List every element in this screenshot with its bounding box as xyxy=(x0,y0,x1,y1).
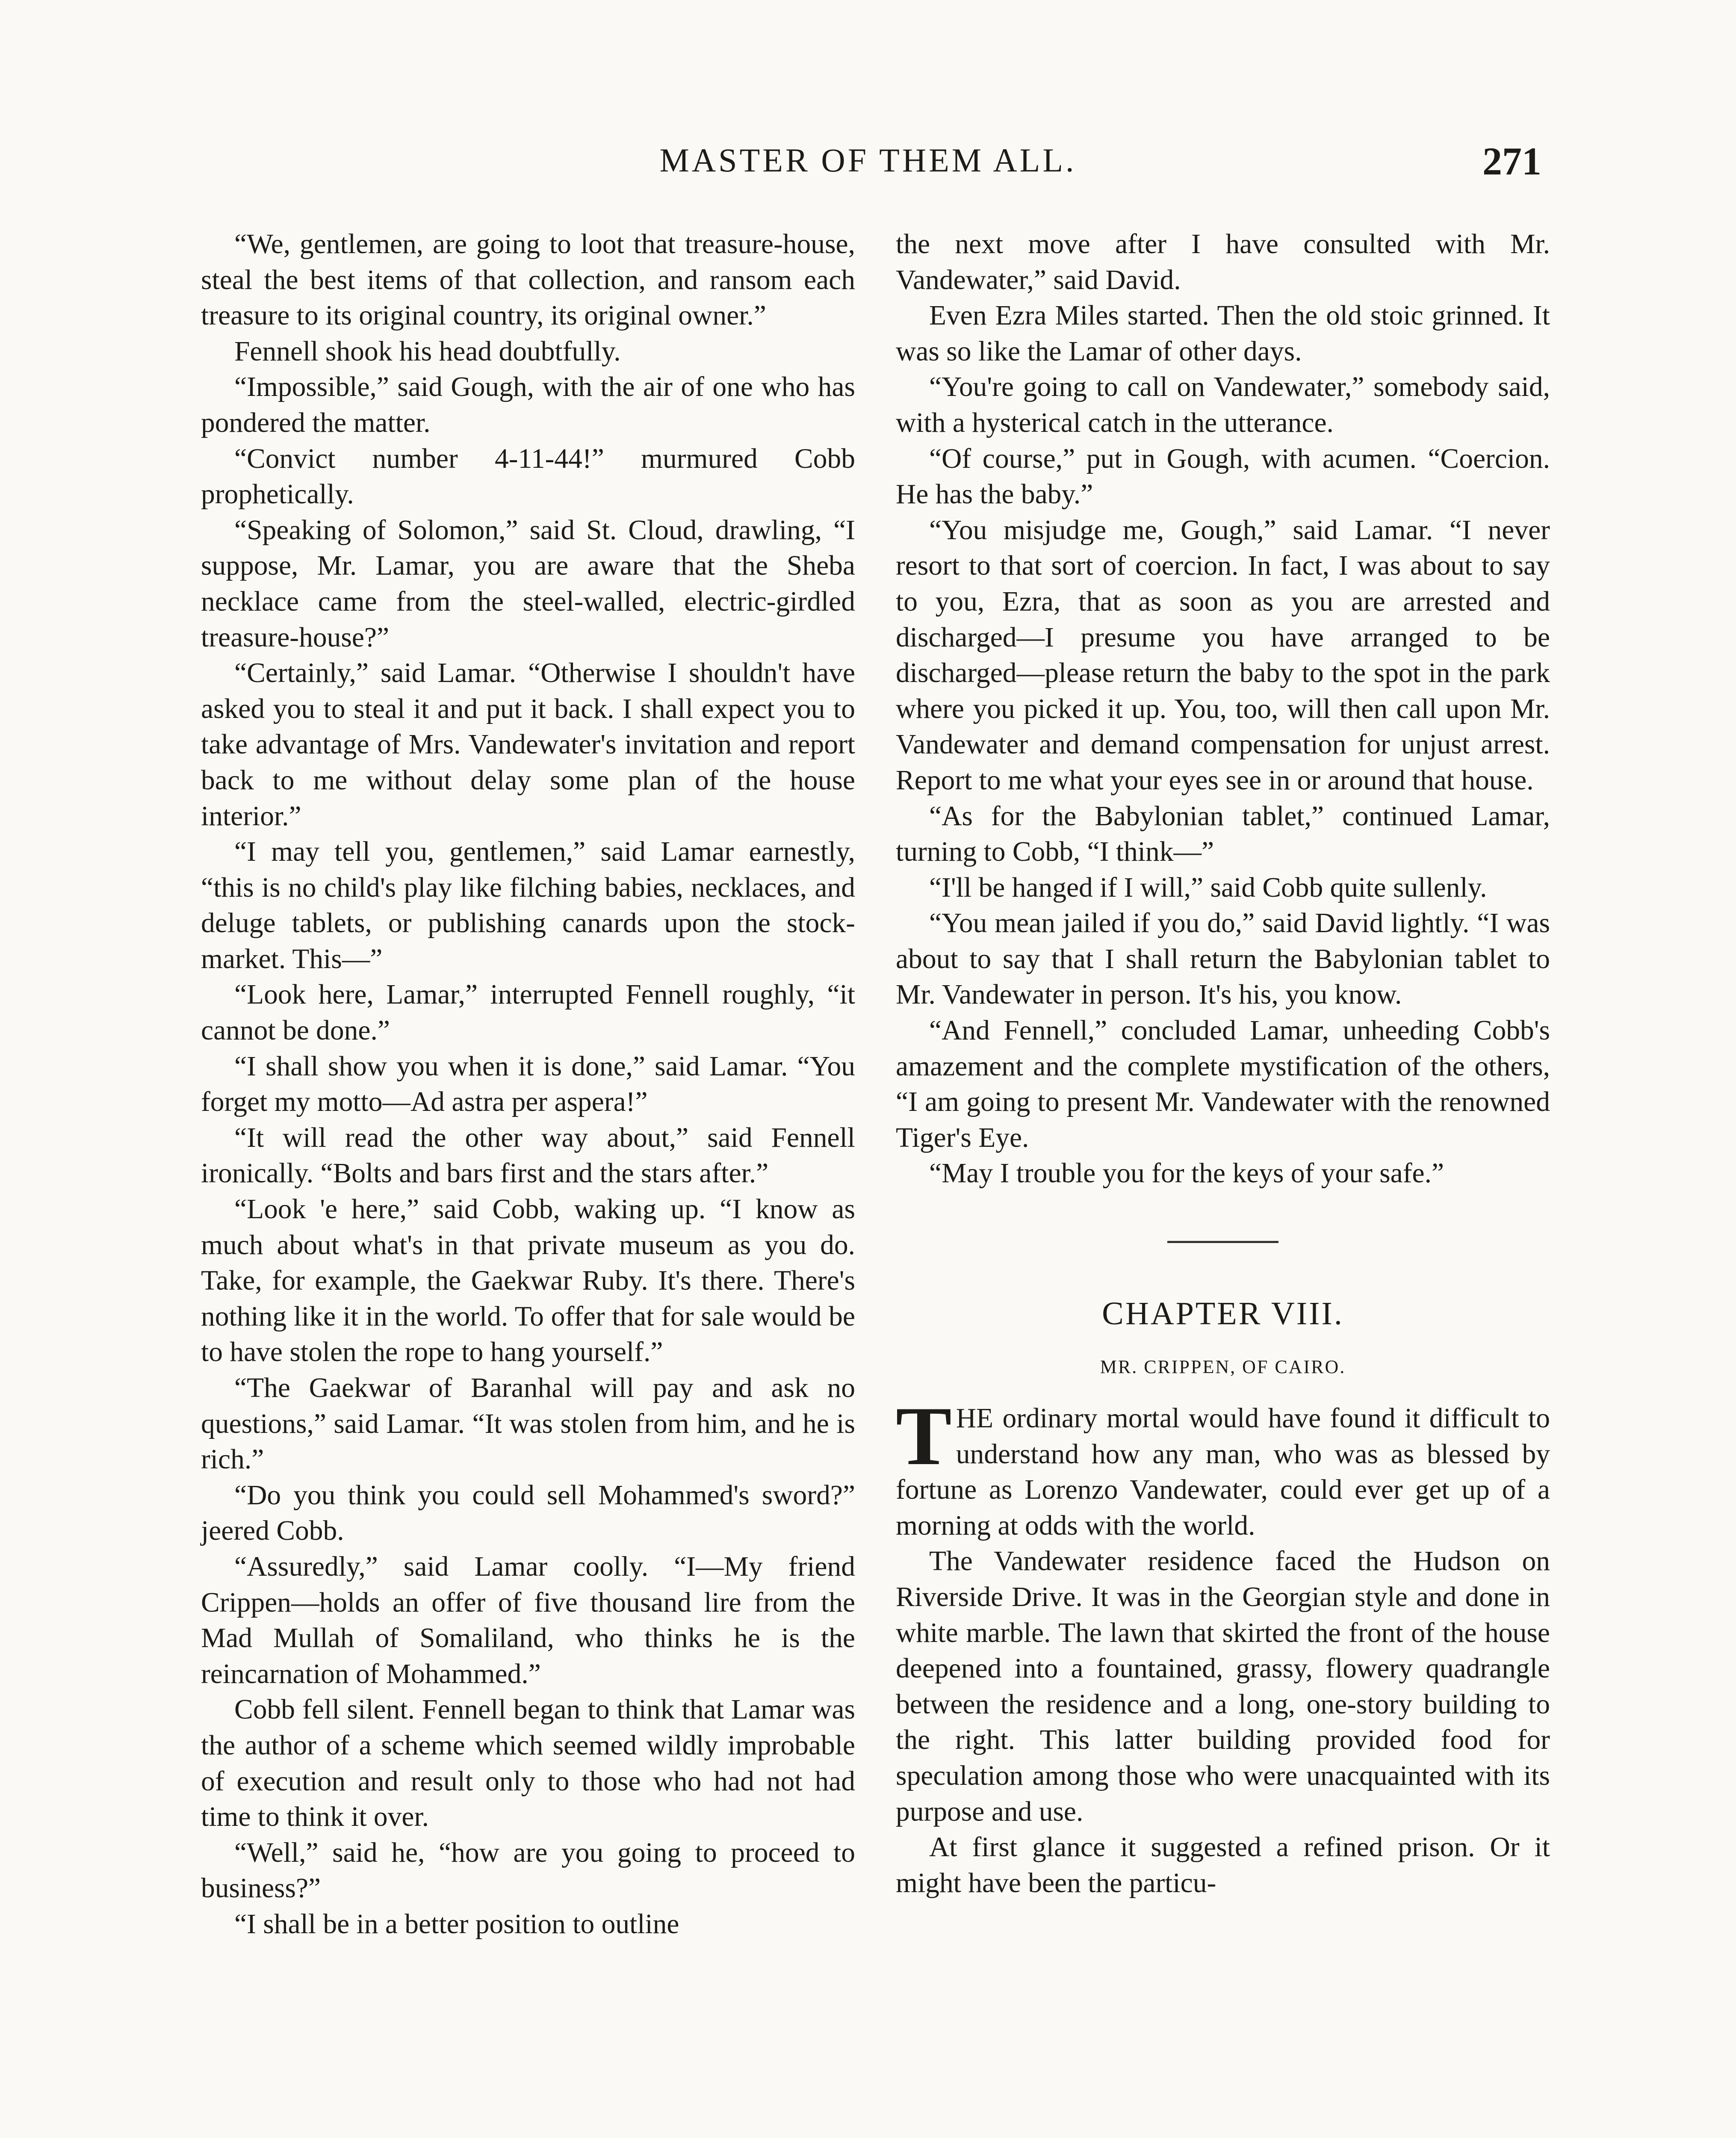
opening-text: HE ordinary mortal would have found it difficult to understand how any man, who was as blessed by fortune as Lorenzo Vandewater, could ever get up of a morning at odds with the world. xyxy=(896,1403,1550,1541)
paragraph: Cobb fell silent. Fennell began to think that Lamar was the author of a scheme which seemed wildly improbable of execution and result only to those who had not had time to think it over. xyxy=(201,1694,855,1833)
paragraph: “And Fennell,” concluded Lamar, unheeding Cobb's amazement and the complete mystification of the others, “I am going to present Mr. Vandewater with the renowned Tiger's Eye. xyxy=(896,1015,1550,1153)
paragraph: Fennell shook his head doubtfully. xyxy=(234,336,621,367)
paragraph: “You're going to call on Vandewater,” somebody said, with a hysterical catch in the utterance. xyxy=(896,372,1550,438)
paragraph: “I shall show you when it is done,” said Lamar. “You forget my motto—Ad astra per aspera!” xyxy=(201,1051,855,1118)
section-divider xyxy=(1167,1241,1278,1243)
paragraph: “As for the Babylonian tablet,” continued Lamar, turning to Cobb, “I think—” xyxy=(896,800,1550,868)
paragraph: “We, gentlemen, are going to loot that treasure-house, steal the best items of that collection, and ransom each treasure to its original country, its original owner.” xyxy=(201,229,855,331)
paragraph: “Look 'e here,” said Cobb, waking up. “I know as much about what's in that private museum as you do. Take, for example, the Gaekwar Ruby. It's there. There's nothing like it in the world. To offer that for sale would be to have stolen the rope to hang yourself.” xyxy=(201,1194,855,1368)
paragraph: “You mean jailed if you do,” said David lightly. “I was about to say that I shall return the Babylonian tablet to Mr. Vandewater in person. It's his, you know. xyxy=(896,908,1550,1010)
drop-cap: T xyxy=(896,1390,952,1483)
left-column xyxy=(201,227,855,1943)
paragraph: “Certainly,” said Lamar. “Otherwise I shouldn't have asked you to steal it and put it back. I shall expect you to take advantage of Mrs. Vandewater's invitation and report back to me without delay some plan of the house interior.” xyxy=(201,658,855,832)
paragraph: the next move after I have consulted with Mr. Vandewater,” said David. xyxy=(896,229,1550,295)
paragraph: “It will read the other way about,” said Fennell ironically. “Bolts and bars first and the stars after.” xyxy=(201,1122,855,1189)
paragraph: “I may tell you, gentlemen,” said Lamar earnestly, “this is no child's play like filching babies, necklaces, and deluge tablets, or publishing canards upon the stock-market. This—” xyxy=(201,836,855,975)
paragraph: “Look here, Lamar,” interrupted Fennell roughly, “it cannot be done.” xyxy=(201,979,855,1046)
paragraph: “Assuredly,” said Lamar coolly. “I—My friend Crippen—holds an offer of five thousand lire from the Mad Mullah of Somaliland, who thinks he is the reincarnation of Mohammed.” xyxy=(201,1551,855,1689)
paragraph: “Speaking of Solomon,” said St. Cloud, drawling, “I suppose, Mr. Lamar, you are aware that the Sheba necklace came from the steel-walled, electric-girdled treasure-house?” xyxy=(201,514,855,653)
paragraph: “The Gaekwar of Baranhal will pay and ask no questions,” said Lamar. “It was stolen from him, and he is rich.” xyxy=(201,1373,855,1475)
chapter-subtitle: MR. CRIPPEN, OF CAIRO. xyxy=(1100,1356,1346,1378)
paragraph: “Convict number 4-11-44!” murmured Cobb prophetically. xyxy=(201,443,855,510)
paragraph: At first glance it suggested a refined prison. Or it might have been the particu- xyxy=(896,1832,1550,1899)
paragraph: The Vandewater residence faced the Hudson on Riverside Drive. It was in the Georgian style and done in white marble. The lawn that skirted the front of the house deepened into a fountained, grassy, flowery quadrangle between the residence and a long, one-story building to the right. This latter building provided food for speculation among those who were unacquainted with its purpose and use. xyxy=(896,1546,1550,1827)
paragraph: Even Ezra Miles started. Then the old stoic grinned. It was so like the Lamar of other days. xyxy=(896,300,1550,367)
paragraph: “Do you think you could sell Mohammed's sword?” jeered Cobb. xyxy=(201,1479,855,1547)
page-number: 271 xyxy=(1482,139,1541,183)
paragraph: “May I trouble you for the keys of your safe.” xyxy=(929,1158,1444,1189)
paragraph: “You misjudge me, Gough,” said Lamar. “I never resort to that sort of coercion. In fact, I was about to say to you, Ezra, that as soon as you are arrested and discharged—I presume you have arranged to be discharged—please return the baby to the spot in the park where you picked it up. You, too, will then call upon Mr. Vandewater and demand compensation for unjust arrest. Report to me what your eyes see in or around that house. xyxy=(896,514,1550,796)
paragraph: “Impossible,” said Gough, with the air of one who has pondered the matter. xyxy=(201,372,855,438)
running-title: MASTER OF THEM ALL. xyxy=(659,142,1077,179)
paragraph: “I'll be hanged if I will,” said Cobb quite sullenly. xyxy=(929,872,1487,903)
paragraph: “Well,” said he, “how are you going to proceed to business?” xyxy=(201,1837,855,1904)
chapter-title: CHAPTER VIII. xyxy=(1102,1296,1344,1332)
paragraph: “I shall be in a better position to outline xyxy=(234,1908,679,1940)
running-head xyxy=(0,141,1736,188)
paragraph: “Of course,” put in Gough, with acumen. “Coercion. He has the baby.” xyxy=(896,443,1550,510)
right-column xyxy=(896,227,1550,1901)
chapter-opening-paragraph xyxy=(896,1390,1550,1544)
